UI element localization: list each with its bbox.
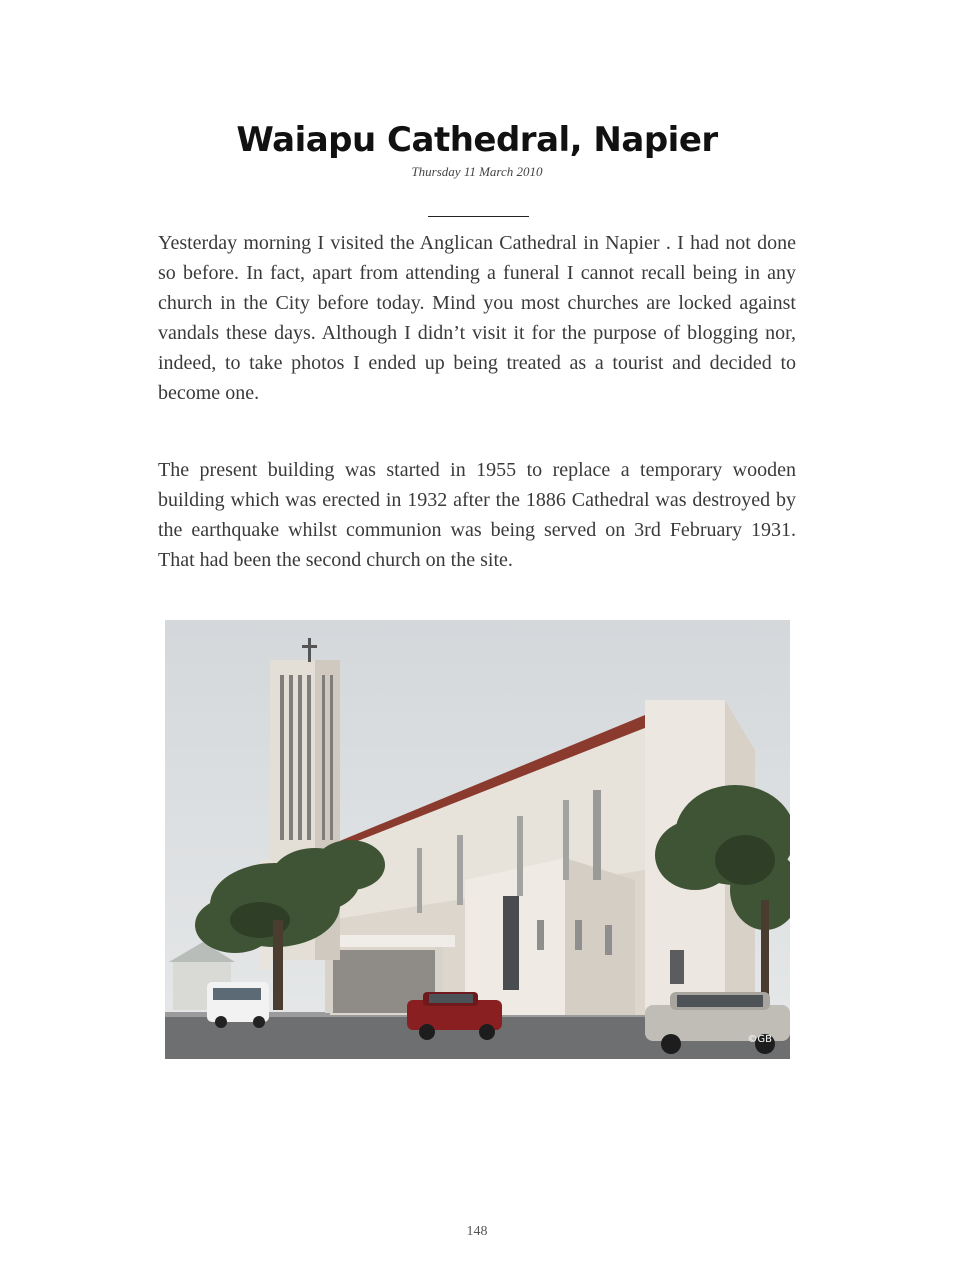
page-number: 148	[466, 1224, 488, 1239]
title-divider	[428, 216, 529, 217]
photo-credit: ©GB	[747, 1034, 772, 1045]
cathedral-photo	[165, 620, 790, 1059]
page-title: Waiapu Cathedral, Napier	[236, 120, 718, 160]
paragraph-2: The present building was started in 1955 to replace a temporary wooden building which was erected in 1932 after the 1886 Cathedral was destroyed by the earthquake whilst communion was being served on 3rd February 1931. That had been the second church on the site.	[158, 459, 796, 571]
post-date: Thursday 11 March 2010	[411, 164, 543, 179]
paragraph-1: Yesterday morning I visited the Anglican Cathedral in Napier . I had not done so before. In fact, apart from attending a funeral I cannot recall being in any church in the City before today. Mind you most churches are locked against vandals these days. Although I didn’t visit it for the purpose of blogging nor, indeed, to take photos I ended up being treated as a tourist and decided to become one.	[158, 232, 796, 404]
